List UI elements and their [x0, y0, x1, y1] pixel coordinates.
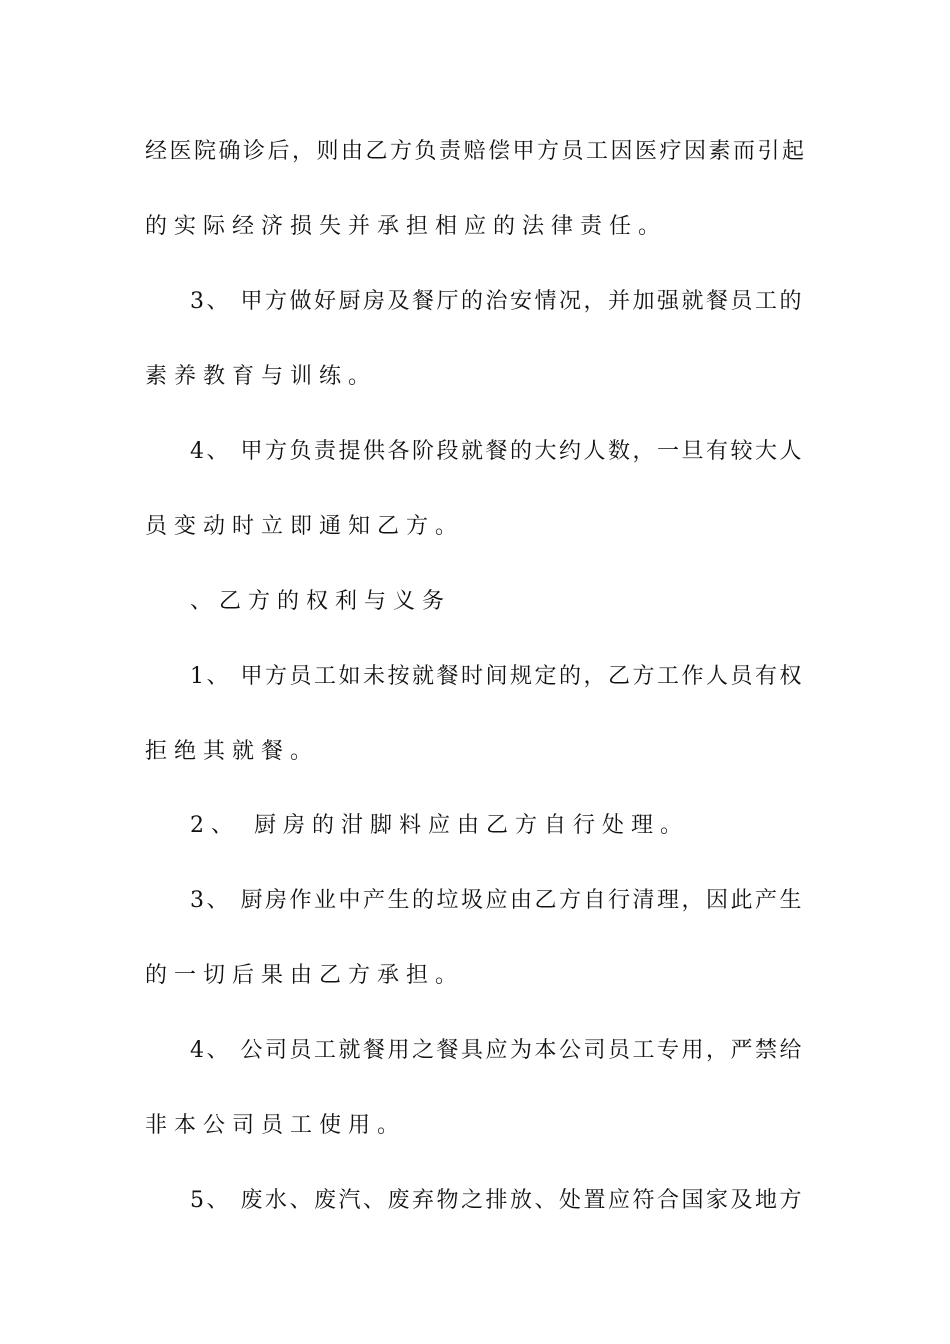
- paragraph-line: 4、 甲方负责提供各阶段就餐的大约人数，一旦有较大人: [190, 439, 804, 464]
- section-heading: 、乙方的权利与义务: [190, 589, 452, 614]
- paragraph-line: 3、 厨房作业中产生的垃圾应由乙方自行清理，因此产生: [190, 888, 804, 913]
- paragraph-line: 的一切后果由乙方承担。: [145, 963, 465, 988]
- paragraph-line: 的实际经济损失并承担相应的法律责任。: [145, 214, 668, 239]
- paragraph-line: 4、 公司员工就餐用之餐具应为本公司员工专用，严禁给: [190, 1038, 804, 1063]
- paragraph-line: 2、 厨房的泔脚料应由乙方自行处理。: [190, 813, 689, 838]
- paragraph-line: 3、 甲方做好厨房及餐厅的治安情况，并加强就餐员工的: [190, 289, 804, 314]
- paragraph-line: 经医院确诊后，则由乙方负责赔偿甲方员工因医疗因素而引起: [145, 139, 807, 164]
- paragraph-line: 非本公司员工使用。: [145, 1113, 407, 1138]
- paragraph-line: 素养教育与训练。: [145, 364, 378, 389]
- paragraph-line: 5、 废水、废汽、废弃物之排放、处置应符合国家及地方: [190, 1188, 804, 1213]
- paragraph-line: 1、 甲方员工如未按就餐时间规定的，乙方工作人员有权: [190, 664, 804, 689]
- paragraph-line: 拒绝其就餐。: [145, 739, 320, 764]
- paragraph-line: 员变动时立即通知乙方。: [145, 514, 465, 539]
